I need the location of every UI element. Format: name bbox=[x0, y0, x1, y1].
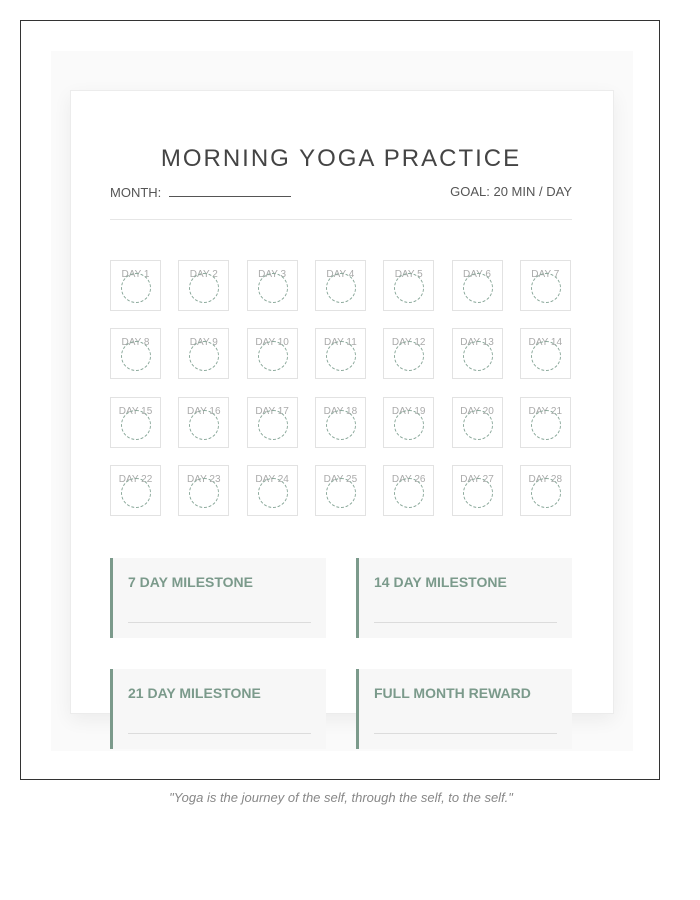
milestone-label: 21 DAY MILESTONE bbox=[128, 685, 261, 701]
checkmark-circle-icon[interactable] bbox=[121, 478, 151, 508]
day-cell[interactable] bbox=[110, 328, 161, 379]
milestone-label: FULL MONTH REWARD bbox=[374, 685, 531, 701]
day-cell[interactable] bbox=[383, 328, 434, 379]
checkmark-circle-icon[interactable] bbox=[463, 341, 493, 371]
day-label: DAY 15 bbox=[118, 405, 153, 417]
checkmark-circle-icon[interactable] bbox=[189, 410, 219, 440]
milestone-label: 7 DAY MILESTONE bbox=[128, 574, 254, 590]
checkmark-circle-icon[interactable] bbox=[394, 478, 424, 508]
day-label: DAY 13 bbox=[460, 337, 494, 349]
day-label: DAY 18 bbox=[323, 405, 358, 417]
checkmark-circle-icon[interactable] bbox=[189, 273, 219, 303]
day-label: DAY 6 bbox=[463, 269, 491, 280]
day-cell[interactable] bbox=[315, 465, 366, 516]
day-cell[interactable] bbox=[178, 328, 229, 379]
day-cell[interactable] bbox=[383, 397, 434, 448]
month-blank-line bbox=[169, 184, 291, 197]
day-cell[interactable] bbox=[178, 260, 229, 311]
checkmark-circle-icon[interactable] bbox=[394, 273, 424, 303]
day-label: DAY 10 bbox=[255, 337, 289, 349]
checkmark-circle-icon[interactable] bbox=[258, 478, 288, 508]
day-label: DAY 20 bbox=[460, 405, 494, 417]
day-cell[interactable] bbox=[247, 397, 298, 448]
day-cell[interactable] bbox=[315, 260, 366, 311]
milestone-box bbox=[356, 558, 572, 638]
day-label: DAY 22 bbox=[118, 473, 153, 485]
checkmark-circle-icon[interactable] bbox=[531, 341, 561, 371]
day-cell[interactable] bbox=[247, 465, 298, 516]
day-label: DAY 8 bbox=[121, 337, 150, 349]
day-cell[interactable] bbox=[383, 260, 434, 311]
milestone-writing-line[interactable] bbox=[128, 622, 311, 623]
checkmark-circle-icon[interactable] bbox=[531, 273, 561, 303]
checkmark-circle-icon[interactable] bbox=[258, 341, 288, 371]
day-label: DAY 21 bbox=[528, 405, 563, 417]
day-label: DAY 26 bbox=[391, 473, 426, 485]
checkmark-circle-icon[interactable] bbox=[463, 273, 493, 303]
day-label: DAY 2 bbox=[189, 269, 218, 280]
milestone-box bbox=[356, 669, 572, 749]
checkmark-circle-icon[interactable] bbox=[189, 478, 219, 508]
day-label: DAY 5 bbox=[394, 269, 423, 280]
day-cell[interactable] bbox=[520, 397, 571, 448]
checkmark-circle-icon[interactable] bbox=[258, 273, 288, 303]
day-label: DAY 14 bbox=[528, 337, 563, 349]
checkmark-circle-icon[interactable] bbox=[121, 410, 151, 440]
checkmark-circle-icon[interactable] bbox=[531, 410, 561, 440]
day-label: DAY 12 bbox=[391, 337, 426, 349]
checkmark-circle-icon[interactable] bbox=[326, 341, 356, 371]
day-label: DAY 28 bbox=[528, 473, 563, 485]
day-cell[interactable] bbox=[452, 260, 503, 311]
document-frame bbox=[20, 20, 660, 780]
checkmark-circle-icon[interactable] bbox=[394, 410, 424, 440]
day-label: DAY 25 bbox=[323, 473, 358, 485]
checkmark-circle-icon[interactable] bbox=[531, 478, 561, 508]
day-cell[interactable] bbox=[315, 328, 366, 379]
day-label: DAY 1 bbox=[121, 269, 150, 280]
checkmark-circle-icon[interactable] bbox=[326, 478, 356, 508]
milestone-box bbox=[110, 669, 326, 749]
checkmark-circle-icon[interactable] bbox=[326, 410, 356, 440]
day-cell[interactable] bbox=[452, 328, 503, 379]
milestone-box bbox=[110, 558, 326, 638]
day-cell[interactable] bbox=[110, 260, 161, 311]
day-label: DAY 19 bbox=[391, 405, 426, 417]
day-cell[interactable] bbox=[383, 465, 434, 516]
day-label: DAY 4 bbox=[326, 269, 355, 280]
day-label: DAY 23 bbox=[187, 473, 221, 485]
checkmark-circle-icon[interactable] bbox=[121, 341, 151, 371]
day-label: DAY 3 bbox=[258, 269, 287, 280]
day-cell[interactable] bbox=[178, 397, 229, 448]
day-cell[interactable] bbox=[178, 465, 229, 516]
day-cell[interactable] bbox=[110, 465, 161, 516]
day-cell[interactable] bbox=[452, 465, 503, 516]
goal-label: GOAL: 20 MIN / DAY bbox=[450, 184, 572, 199]
day-cell[interactable] bbox=[520, 260, 571, 311]
quote-caption: "Yoga is the journey of the self, through the self, to the self." bbox=[169, 790, 513, 805]
page-title: MORNING YOGA PRACTICE bbox=[160, 145, 522, 172]
day-cell[interactable] bbox=[452, 397, 503, 448]
day-label: DAY 27 bbox=[460, 473, 494, 485]
checkmark-circle-icon[interactable] bbox=[326, 273, 356, 303]
checkmark-circle-icon[interactable] bbox=[189, 341, 219, 371]
day-cell[interactable] bbox=[520, 465, 571, 516]
day-label: DAY 7 bbox=[531, 269, 560, 280]
day-grid bbox=[110, 260, 573, 520]
header-divider bbox=[110, 219, 572, 220]
milestone-writing-line[interactable] bbox=[128, 733, 311, 734]
day-label: DAY 17 bbox=[255, 405, 289, 417]
day-label: DAY 24 bbox=[255, 473, 289, 485]
day-cell[interactable] bbox=[247, 260, 298, 311]
day-cell[interactable] bbox=[315, 397, 366, 448]
checkmark-circle-icon[interactable] bbox=[463, 410, 493, 440]
milestone-label: 14 DAY MILESTONE bbox=[374, 574, 507, 590]
month-label: MONTH: bbox=[110, 185, 162, 200]
milestone-writing-line[interactable] bbox=[374, 622, 557, 623]
milestone-writing-line[interactable] bbox=[374, 733, 557, 734]
meta-row bbox=[110, 184, 572, 204]
day-cell[interactable] bbox=[247, 328, 298, 379]
month-field bbox=[110, 184, 291, 200]
checkmark-circle-icon[interactable] bbox=[258, 410, 288, 440]
day-label: DAY 9 bbox=[189, 337, 218, 349]
day-label: DAY 16 bbox=[187, 405, 221, 417]
checkmark-circle-icon[interactable] bbox=[463, 478, 493, 508]
day-label: DAY 11 bbox=[323, 337, 357, 349]
checkmark-circle-icon[interactable] bbox=[394, 341, 424, 371]
checkmark-circle-icon[interactable] bbox=[121, 273, 151, 303]
day-cell[interactable] bbox=[520, 328, 571, 379]
day-cell[interactable] bbox=[110, 397, 161, 448]
